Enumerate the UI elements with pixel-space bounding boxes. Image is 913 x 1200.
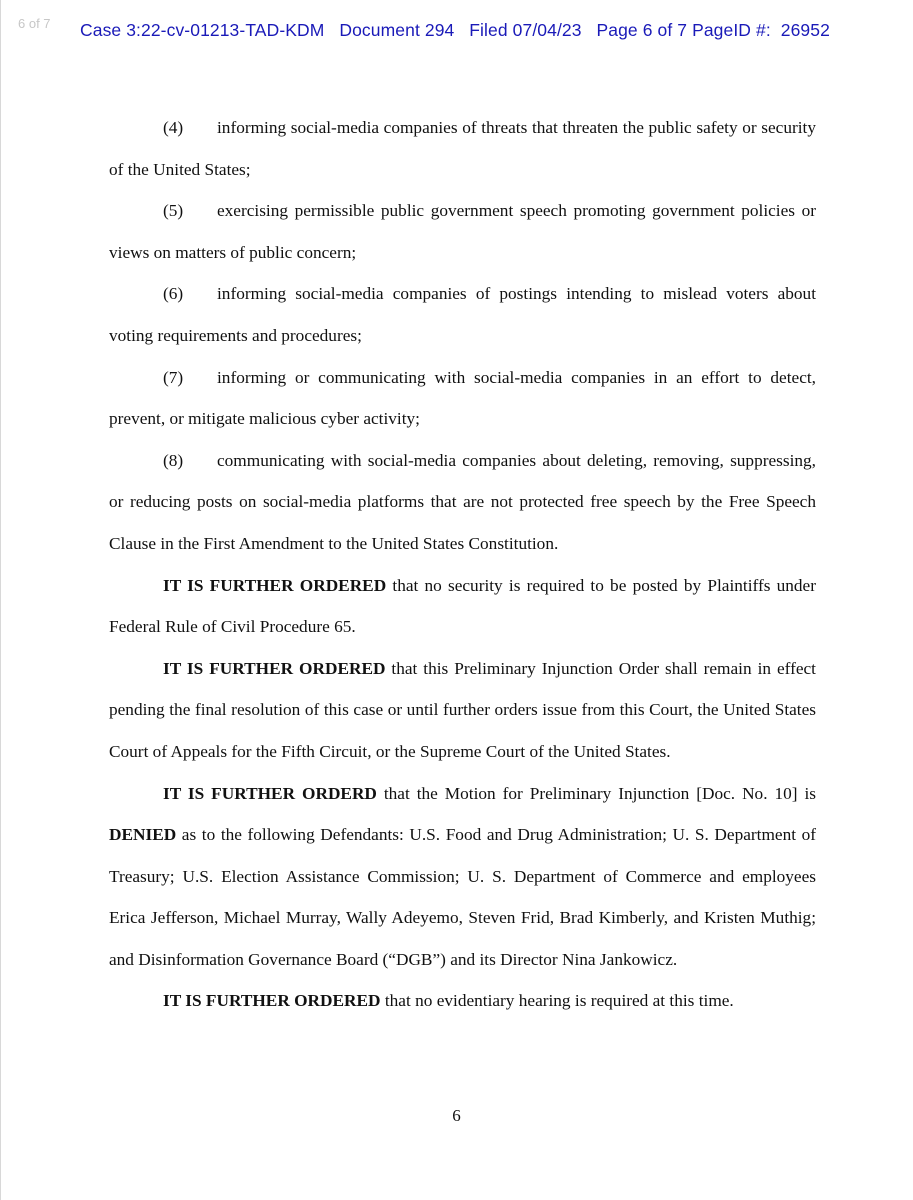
item-text: exercising permissible public government speech promoting government policies or views on matters of public concern; xyxy=(109,201,816,262)
order-text: that no evidentiary hearing is required at this time. xyxy=(380,991,734,1011)
list-item xyxy=(109,273,816,356)
order-text: that the Motion for Preliminary Injunction [Doc. No. 10] is xyxy=(376,783,816,803)
document-body xyxy=(109,107,816,1022)
page-number: 6 xyxy=(452,1106,461,1125)
order-text: that no security is required to be posted by Plaintiffs under Federal Rule of Civil Procedure 65. xyxy=(109,575,816,637)
page-edge xyxy=(0,0,1,1200)
item-number: (6) xyxy=(163,284,184,304)
item-number: (8) xyxy=(163,450,184,470)
list-item xyxy=(109,107,816,190)
item-number: (5) xyxy=(163,201,184,221)
order-text: that this Preliminary Injunction Order shall remain in effect pending the final resolution of this case or until further orders issue from this Court, the United States Court of Appeals for the Fifth Circuit, or the Supreme Court of the United States. xyxy=(109,658,816,761)
document-number: Document 294 xyxy=(339,20,455,40)
order-lead: IT IS FURTHER ORDERED xyxy=(163,991,381,1011)
order-paragraph-denial xyxy=(109,773,816,981)
order-lead: IT IS FURTHER ORDERED xyxy=(163,658,386,678)
order-paragraph-duration xyxy=(109,648,816,773)
order-paragraph-security xyxy=(109,565,816,648)
court-filing-header xyxy=(80,20,830,41)
item-text: informing social-media companies of postings intending to mislead voters about voting requirements and procedures; xyxy=(109,284,816,345)
order-text-continued: as to the following Defendants: U.S. Food and Drug Administration; U. S. Department of Treasury; U.S. Election Assistance Commission; U. S. Department of Commerce and employees Erica Jefferson, Michael Murray, Wally Adeyemo, Steven Frid, Brad Kimberly, and Kristen Muthig; and Disinformation Governance Board (“DGB”) and its Director Nina Jankowicz. xyxy=(109,825,816,969)
item-number: (7) xyxy=(163,367,184,387)
list-item xyxy=(109,357,816,440)
order-lead: IT IS FURTHER ORDERD xyxy=(163,783,377,803)
page-id-label: PageID #: xyxy=(692,20,771,40)
page-count: Page 6 of 7 xyxy=(596,20,688,40)
item-text: communicating with social-media companies about deleting, removing, suppressing, or reducing posts on social-media platforms that are not protected free speech by the Free Speech Clause in the First Amendment to the United States Constitution. xyxy=(109,450,816,553)
item-text: informing or communicating with social-media companies in an effort to detect, prevent, or mitigate malicious cyber activity; xyxy=(109,367,816,429)
filed-date: Filed 07/04/23 xyxy=(469,20,582,40)
page-id: 26952 xyxy=(780,20,830,40)
order-lead: IT IS FURTHER ORDERED xyxy=(163,575,387,595)
list-item xyxy=(109,190,816,273)
item-number: (4) xyxy=(163,118,184,137)
case-number: Case 3:22-cv-01213-TAD-KDM xyxy=(80,20,325,40)
list-item xyxy=(109,440,816,565)
item-text: informing social-media companies of threats that threaten the public safety or security of the United States; xyxy=(109,118,816,179)
order-paragraph-hearing xyxy=(109,980,816,1022)
page-indicator: 6 of 7 xyxy=(18,16,51,31)
denied-emphasis: DENIED xyxy=(109,825,177,845)
